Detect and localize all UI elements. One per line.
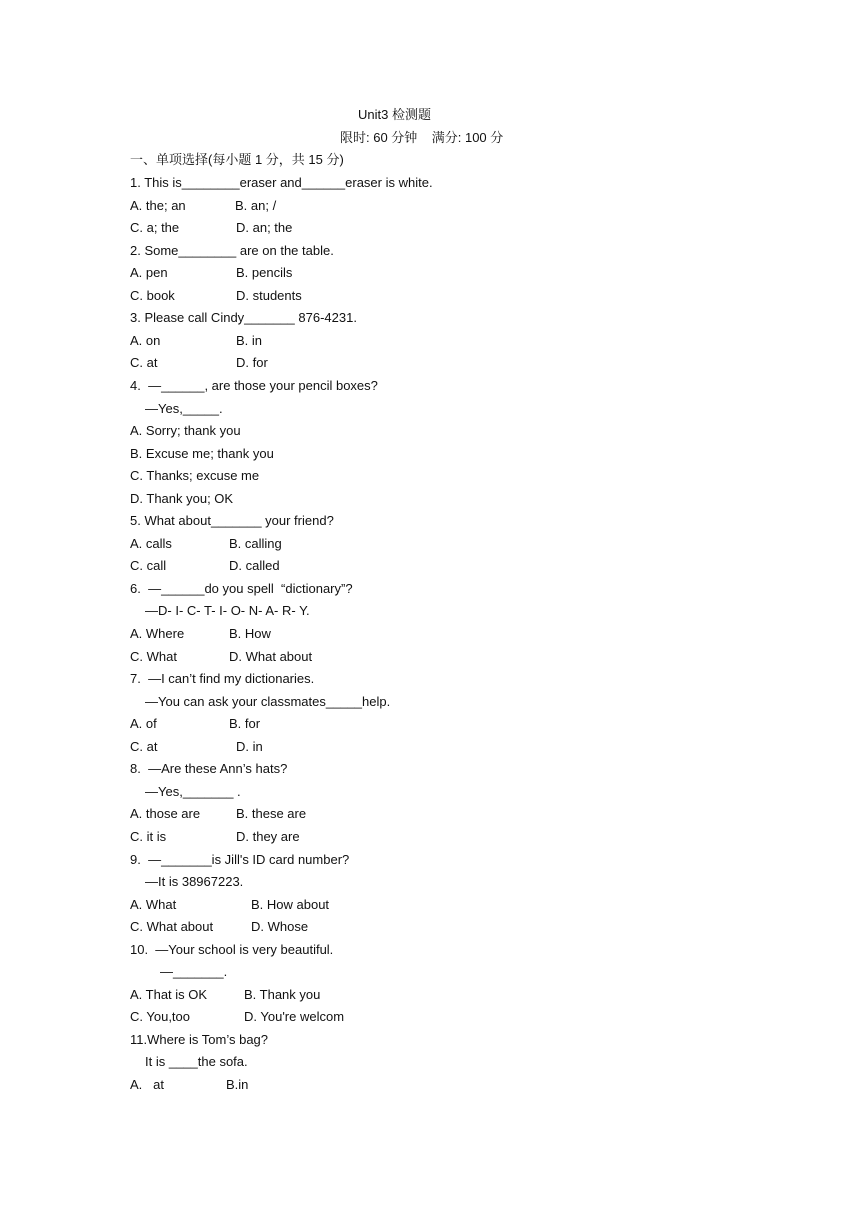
question-line (145, 784, 241, 800)
line-text: A. at (130, 1077, 164, 1092)
question-line (145, 603, 310, 619)
option-text: D. What about (229, 649, 313, 664)
option-text: B. these are (236, 806, 307, 821)
question-line (130, 1077, 164, 1093)
question-line (130, 942, 333, 958)
question-line (130, 310, 357, 326)
option-text: D. students (236, 288, 302, 303)
option-text: B. pencils (236, 265, 293, 280)
question-line (130, 806, 200, 822)
line-text: 9. —_______is Jill's ID card number? (130, 852, 350, 867)
question-line (130, 378, 378, 394)
question-line (130, 198, 186, 214)
option-text: D. Whose (251, 919, 309, 934)
question-line (130, 536, 172, 552)
question-line (130, 761, 287, 777)
question-line (130, 468, 259, 484)
question-line (130, 243, 334, 259)
option-text: B. Thank you (244, 987, 321, 1002)
line-text: —D- I- C- T- I- O- N- A- R- Y. (145, 603, 310, 618)
question-line (130, 558, 166, 574)
question-line (130, 220, 179, 236)
question-line (130, 829, 166, 845)
line-text: C. book (130, 288, 175, 303)
line-text: —It is 38967223. (145, 874, 244, 889)
question-line (130, 333, 160, 349)
option-text: B. for (229, 716, 261, 731)
option-text: D. called (229, 558, 280, 573)
question-line (130, 288, 175, 304)
option-text: D. they are (236, 829, 300, 844)
line-text: A. Sorry; thank you (130, 423, 241, 438)
line-text: C. call (130, 558, 167, 573)
question-line (130, 423, 241, 439)
question-line (130, 716, 157, 732)
line-text: 7. —I can’t find my dictionaries. (130, 671, 315, 686)
question-line (130, 513, 334, 529)
line-text: A. the; an (130, 198, 186, 213)
line-text: 5. What about_______ your friend? (130, 513, 334, 528)
question-line (145, 401, 223, 417)
line-text: It is ____the sofa. (145, 1054, 248, 1069)
line-text: 10. —Your school is very beautiful. (130, 942, 334, 957)
question-line (130, 852, 349, 868)
line-text: —Yes,_____. (145, 401, 223, 416)
line-text: A. Where (130, 626, 185, 641)
line-text: —_______. (160, 964, 228, 979)
question-line (130, 987, 207, 1003)
line-text: C. at (130, 355, 158, 370)
question-line (130, 446, 274, 462)
line-text: 11.Where is Tom’s bag? (130, 1032, 269, 1047)
line-text: C. it is (130, 829, 167, 844)
question-line (145, 694, 390, 710)
option-text: D. in (236, 739, 263, 754)
line-text: A. on (130, 333, 161, 348)
line-text: A. That is OK (130, 987, 208, 1002)
question-line (130, 1032, 268, 1048)
question-line (130, 626, 184, 642)
question-line (130, 581, 353, 597)
line-text: 8. —Are these Ann’s hats? (130, 761, 288, 776)
option-text: B. in (236, 333, 263, 348)
line-text: 6. —______do you spell “dictionary”? (130, 581, 353, 596)
document-subtitle: 限时: 60 分钟 满分: 100 分 (340, 130, 504, 145)
option-text: B. How (229, 626, 271, 641)
option-text: D. for (236, 355, 268, 370)
option-text: B. an; / (235, 198, 277, 213)
question-line (160, 964, 227, 980)
question-line (145, 1054, 248, 1070)
option-text: B. calling (229, 536, 282, 551)
line-text: A. of (130, 716, 157, 731)
option-text: B.in (226, 1077, 249, 1092)
line-text: A. pen (130, 265, 168, 280)
option-text: D. You're welcom (244, 1009, 345, 1024)
option-text: B. How about (251, 897, 330, 912)
line-text: B. Excuse me; thank you (130, 446, 274, 461)
line-text: C. a; the (130, 220, 180, 235)
line-text: 2. Some________ are on the table. (130, 243, 334, 258)
line-text: 3. Please call Cindy_______ 876-4231. (130, 310, 357, 325)
line-text: C. Thanks; excuse me (130, 468, 260, 483)
document-title: Unit3 检测题 (358, 107, 431, 122)
line-text: 4. —______, are those your pencil boxes? (130, 378, 378, 393)
line-text: A. calls (130, 536, 172, 551)
question-line (130, 897, 176, 913)
question-line (145, 874, 243, 890)
line-text: —Yes,_______ . (145, 784, 241, 799)
line-text: D. Thank you; OK (130, 491, 234, 506)
section-heading: 一、单项选择(每小题 1 分，共 15 分) (130, 152, 344, 167)
line-text: C. You,too (130, 1009, 190, 1024)
question-line (130, 355, 157, 371)
option-text: D. an; the (236, 220, 293, 235)
question-line (130, 1009, 190, 1025)
line-text: A. What (130, 897, 177, 912)
line-text: C. What about (130, 919, 214, 934)
question-line (130, 649, 177, 665)
question-line (130, 265, 168, 281)
question-line (130, 919, 213, 935)
line-text: C. at (130, 739, 158, 754)
line-text: C. What (130, 649, 177, 664)
question-line (130, 739, 157, 755)
question-line (130, 175, 433, 191)
line-text: A. those are (130, 806, 201, 821)
question-line (130, 491, 233, 507)
line-text: 1. This is________eraser and______eraser is white. (130, 175, 433, 190)
line-text: —You can ask your classmates_____help. (145, 694, 391, 709)
question-line (130, 671, 314, 687)
